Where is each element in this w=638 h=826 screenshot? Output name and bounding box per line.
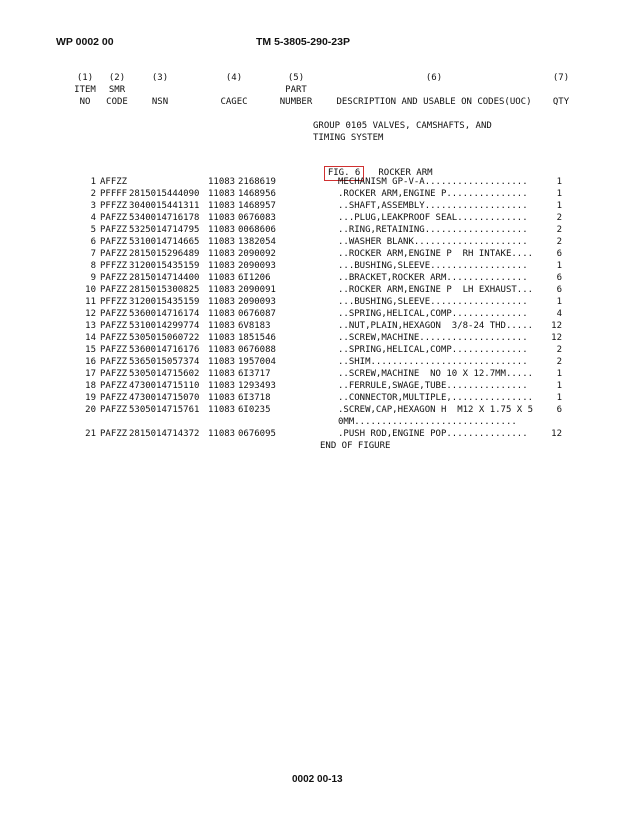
- cell-description: ..SPRING,HELICAL,COMP..............: [338, 309, 528, 319]
- cell-part-number: 0676087: [238, 309, 276, 319]
- cell-smr-code: PAFZZ: [100, 213, 128, 223]
- cell-description: ...BUSHING,SLEEVE..................: [338, 261, 528, 271]
- table-row: [0, 212, 638, 224]
- cell-cagec: 11083: [208, 321, 236, 331]
- cell-cagec: 11083: [208, 369, 236, 379]
- cell-description: ...PLUG,LEAKPROOF SEAL.............: [338, 213, 528, 223]
- cell-nsn: 5310014299774: [129, 321, 200, 331]
- cell-smr-code: PAFZZ: [100, 273, 128, 283]
- cell-quantity: 2: [556, 345, 562, 355]
- cell-quantity: 1: [556, 189, 562, 199]
- cell-smr-code: PAFZZ: [100, 405, 128, 415]
- cell-item-number: 18: [85, 381, 96, 391]
- cell-nsn: 3120015435159: [129, 261, 200, 271]
- cell-description: MECHANISM GP-V-A...................: [338, 177, 528, 187]
- cell-description: ...BUSHING,SLEEVE..................: [338, 297, 528, 307]
- cell-cagec: 11083: [208, 213, 236, 223]
- cell-quantity: 1: [556, 177, 562, 187]
- column-header-smr: (2) SMR CODE: [106, 73, 128, 107]
- cell-description: ..SHAFT,ASSEMBLY...................: [338, 201, 528, 211]
- cell-quantity: 2: [556, 357, 562, 367]
- cell-part-number: 0068606: [238, 225, 276, 235]
- cell-smr-code: PFFZZ: [100, 201, 128, 211]
- cell-item-number: 1: [90, 177, 96, 187]
- cell-nsn: 4730014715110: [129, 381, 200, 391]
- cell-quantity: 1: [556, 381, 562, 391]
- cell-nsn: 3120015435159: [129, 297, 200, 307]
- cell-nsn: 3040015441311: [129, 201, 200, 211]
- cell-quantity: 2: [556, 213, 562, 223]
- cell-smr-code: PAFZZ: [100, 249, 128, 259]
- cell-item-number: 3: [90, 201, 96, 211]
- table-row: [0, 332, 638, 344]
- cell-description: ..NUT,PLAIN,HEXAGON 3/8-24 THD.....: [338, 321, 534, 331]
- cell-quantity: 6: [556, 285, 562, 295]
- cell-part-number: 1382054: [238, 237, 276, 247]
- cell-nsn: 5305015060722: [129, 333, 200, 343]
- cell-quantity: 6: [556, 273, 562, 283]
- cell-smr-code: PAFZZ: [100, 429, 128, 439]
- cell-quantity: 12: [551, 333, 562, 343]
- cell-item-number: 17: [85, 369, 96, 379]
- cell-smr-code: PAFZZ: [100, 357, 128, 367]
- cell-cagec: 11083: [208, 285, 236, 295]
- cell-nsn: 2815014714400: [129, 273, 200, 283]
- table-row: [0, 404, 638, 428]
- cell-quantity: 1: [556, 297, 562, 307]
- table-row: [0, 224, 638, 236]
- cell-part-number: 1851546: [238, 333, 276, 343]
- cell-smr-code: PFFZZ: [100, 297, 128, 307]
- cell-description: ..RING,RETAINING...................: [338, 225, 528, 235]
- column-header-qty: (7) QTY: [552, 73, 570, 107]
- cell-quantity: 12: [551, 429, 562, 439]
- cell-description: ..SCREW,MACHINE NO 10 X 12.7MM.....: [338, 369, 534, 379]
- column-header-nsn: (3) NSN: [151, 73, 169, 107]
- figure-label[interactable]: FIG. 6: [324, 166, 365, 181]
- group-title: GROUP 0105 VALVES, CAMSHAFTS, AND TIMING SYSTEM: [313, 121, 492, 143]
- cell-description: .PUSH ROD,ENGINE POP...............: [338, 429, 528, 439]
- cell-cagec: 11083: [208, 237, 236, 247]
- cell-nsn: 5360014716174: [129, 309, 200, 319]
- cell-quantity: 1: [556, 201, 562, 211]
- cell-description: ..ROCKER ARM,ENGINE P LH EXHAUST...: [338, 285, 534, 295]
- cell-nsn: 5365015057374: [129, 357, 200, 367]
- cell-cagec: 11083: [208, 177, 236, 187]
- column-header-cagec: (4) CAGEC: [220, 73, 248, 107]
- cell-smr-code: PAFZZ: [100, 321, 128, 331]
- cell-part-number: 0676083: [238, 213, 276, 223]
- cell-quantity: 4: [556, 309, 562, 319]
- cell-cagec: 11083: [208, 405, 236, 415]
- cell-description: ..FERRULE,SWAGE,TUBE...............: [338, 381, 528, 391]
- cell-quantity: 6: [556, 249, 562, 259]
- cell-part-number: 1957004: [238, 357, 276, 367]
- cell-cagec: 11083: [208, 225, 236, 235]
- cell-smr-code: PAFZZ: [100, 381, 128, 391]
- cell-item-number: 2: [90, 189, 96, 199]
- cell-item-number: 7: [90, 249, 96, 259]
- table-row: [0, 392, 638, 404]
- cell-cagec: 11083: [208, 261, 236, 271]
- cell-quantity: 1: [556, 393, 562, 403]
- cell-description: ..BRACKET,ROCKER ARM...............: [338, 273, 528, 283]
- cell-description: ..SHIM.............................: [338, 357, 528, 367]
- cell-cagec: 11083: [208, 249, 236, 259]
- cell-cagec: 11083: [208, 201, 236, 211]
- cell-item-number: 6: [90, 237, 96, 247]
- cell-smr-code: PAFZZ: [100, 309, 128, 319]
- column-header-description: (6) DESCRIPTION AND USABLE ON CODES(UOC): [336, 73, 532, 107]
- cell-nsn: 4730014715070: [129, 393, 200, 403]
- cell-smr-code: PAFZZ: [100, 225, 128, 235]
- table-row: [0, 320, 638, 332]
- cell-nsn: 5305014715761: [129, 405, 200, 415]
- cell-description: ..ROCKER ARM,ENGINE P RH INTAKE....: [338, 249, 534, 259]
- cell-part-number: 2090091: [238, 285, 276, 295]
- table-row: [0, 236, 638, 248]
- table-row: [0, 368, 638, 380]
- cell-description: ..WASHER BLANK.....................: [338, 237, 528, 247]
- cell-item-number: 9: [90, 273, 96, 283]
- table-row: [0, 188, 638, 200]
- cell-part-number: 6I3718: [238, 393, 271, 403]
- cell-cagec: 11083: [208, 333, 236, 343]
- cell-part-number: 0676088: [238, 345, 276, 355]
- cell-part-number: 0676095: [238, 429, 276, 439]
- cell-nsn: 2815015300825: [129, 285, 200, 295]
- table-row: [0, 248, 638, 260]
- column-header-item: (1) ITEM NO: [74, 73, 96, 107]
- cell-item-number: 11: [85, 297, 96, 307]
- cell-item-number: 8: [90, 261, 96, 271]
- parts-list: [0, 176, 638, 440]
- cell-smr-code: PAFZZ: [100, 369, 128, 379]
- cell-smr-code: PFFZZ: [100, 261, 128, 271]
- table-row: [0, 176, 638, 188]
- table-row: [0, 356, 638, 368]
- cell-smr-code: AFFZZ: [100, 177, 128, 187]
- cell-cagec: 11083: [208, 381, 236, 391]
- cell-cagec: 11083: [208, 309, 236, 319]
- cell-part-number: 6I3717: [238, 369, 271, 379]
- cell-item-number: 14: [85, 333, 96, 343]
- cell-part-number: 1468956: [238, 189, 276, 199]
- page-number: 0002 00-13: [292, 774, 343, 785]
- cell-smr-code: PAFZZ: [100, 285, 128, 295]
- cell-quantity: 12: [551, 321, 562, 331]
- table-row: [0, 344, 638, 356]
- cell-nsn: 2815015444090: [129, 189, 200, 199]
- table-row: [0, 272, 638, 284]
- cell-nsn: 2815015296489: [129, 249, 200, 259]
- cell-cagec: 11083: [208, 189, 236, 199]
- cell-item-number: 5: [90, 225, 96, 235]
- cell-description: ..SPRING,HELICAL,COMP..............: [338, 345, 528, 355]
- cell-cagec: 11083: [208, 273, 236, 283]
- cell-part-number: 2090093: [238, 297, 276, 307]
- cell-quantity: 6: [556, 405, 562, 415]
- cell-part-number: 6V8183: [238, 321, 271, 331]
- cell-smr-code: PAFZZ: [100, 333, 128, 343]
- cell-cagec: 11083: [208, 393, 236, 403]
- cell-description: ..CONNECTOR,MULTIPLE,...............: [338, 393, 534, 403]
- cell-smr-code: PAFZZ: [100, 393, 128, 403]
- cell-item-number: 15: [85, 345, 96, 355]
- cell-cagec: 11083: [208, 297, 236, 307]
- table-row: [0, 380, 638, 392]
- cell-nsn: 5325014714795: [129, 225, 200, 235]
- cell-quantity: 1: [556, 369, 562, 379]
- cell-nsn: 5305014715602: [129, 369, 200, 379]
- cell-item-number: 12: [85, 309, 96, 319]
- cell-cagec: 11083: [208, 429, 236, 439]
- cell-smr-code: PAFZZ: [100, 345, 128, 355]
- work-package-id: WP 0002 00: [56, 36, 114, 48]
- cell-item-number: 10: [85, 285, 96, 295]
- cell-quantity: 2: [556, 237, 562, 247]
- column-header-part-number: (5) PART NUMBER: [279, 73, 313, 107]
- cell-nsn: 2815014714372: [129, 429, 200, 439]
- cell-description: .SCREW,CAP,HEXAGON H M12 X 1.75 X 50MM..............................: [338, 405, 534, 427]
- table-row: [0, 296, 638, 308]
- cell-nsn: 5340014716178: [129, 213, 200, 223]
- cell-quantity: 1: [556, 261, 562, 271]
- cell-cagec: 11083: [208, 357, 236, 367]
- cell-nsn: 5310014714665: [129, 237, 200, 247]
- table-row: [0, 200, 638, 212]
- cell-part-number: 1468957: [238, 201, 276, 211]
- cell-part-number: 2090093: [238, 261, 276, 271]
- cell-item-number: 20: [85, 405, 96, 415]
- figure-title: ROCKER ARM: [378, 168, 433, 178]
- end-of-figure: END OF FIGURE: [320, 441, 391, 451]
- table-row: [0, 428, 638, 440]
- cell-item-number: 21: [85, 429, 96, 439]
- cell-part-number: 2168619: [238, 177, 276, 187]
- cell-part-number: 6I0235: [238, 405, 271, 415]
- cell-part-number: 2090092: [238, 249, 276, 259]
- cell-smr-code: PAFZZ: [100, 237, 128, 247]
- technical-manual-id: TM 5-3805-290-23P: [256, 36, 350, 48]
- cell-item-number: 13: [85, 321, 96, 331]
- cell-part-number: 6I1206: [238, 273, 271, 283]
- cell-description: ..SCREW,MACHINE....................: [338, 333, 528, 343]
- cell-item-number: 4: [90, 213, 96, 223]
- cell-smr-code: PFFFF: [100, 189, 128, 199]
- cell-item-number: 16: [85, 357, 96, 367]
- cell-nsn: 5360014716176: [129, 345, 200, 355]
- cell-part-number: 1293493: [238, 381, 276, 391]
- cell-cagec: 11083: [208, 345, 236, 355]
- table-row: [0, 308, 638, 320]
- cell-quantity: 2: [556, 225, 562, 235]
- cell-item-number: 19: [85, 393, 96, 403]
- table-row: [0, 260, 638, 272]
- table-row: [0, 284, 638, 296]
- cell-description: .ROCKER ARM,ENGINE P...............: [338, 189, 528, 199]
